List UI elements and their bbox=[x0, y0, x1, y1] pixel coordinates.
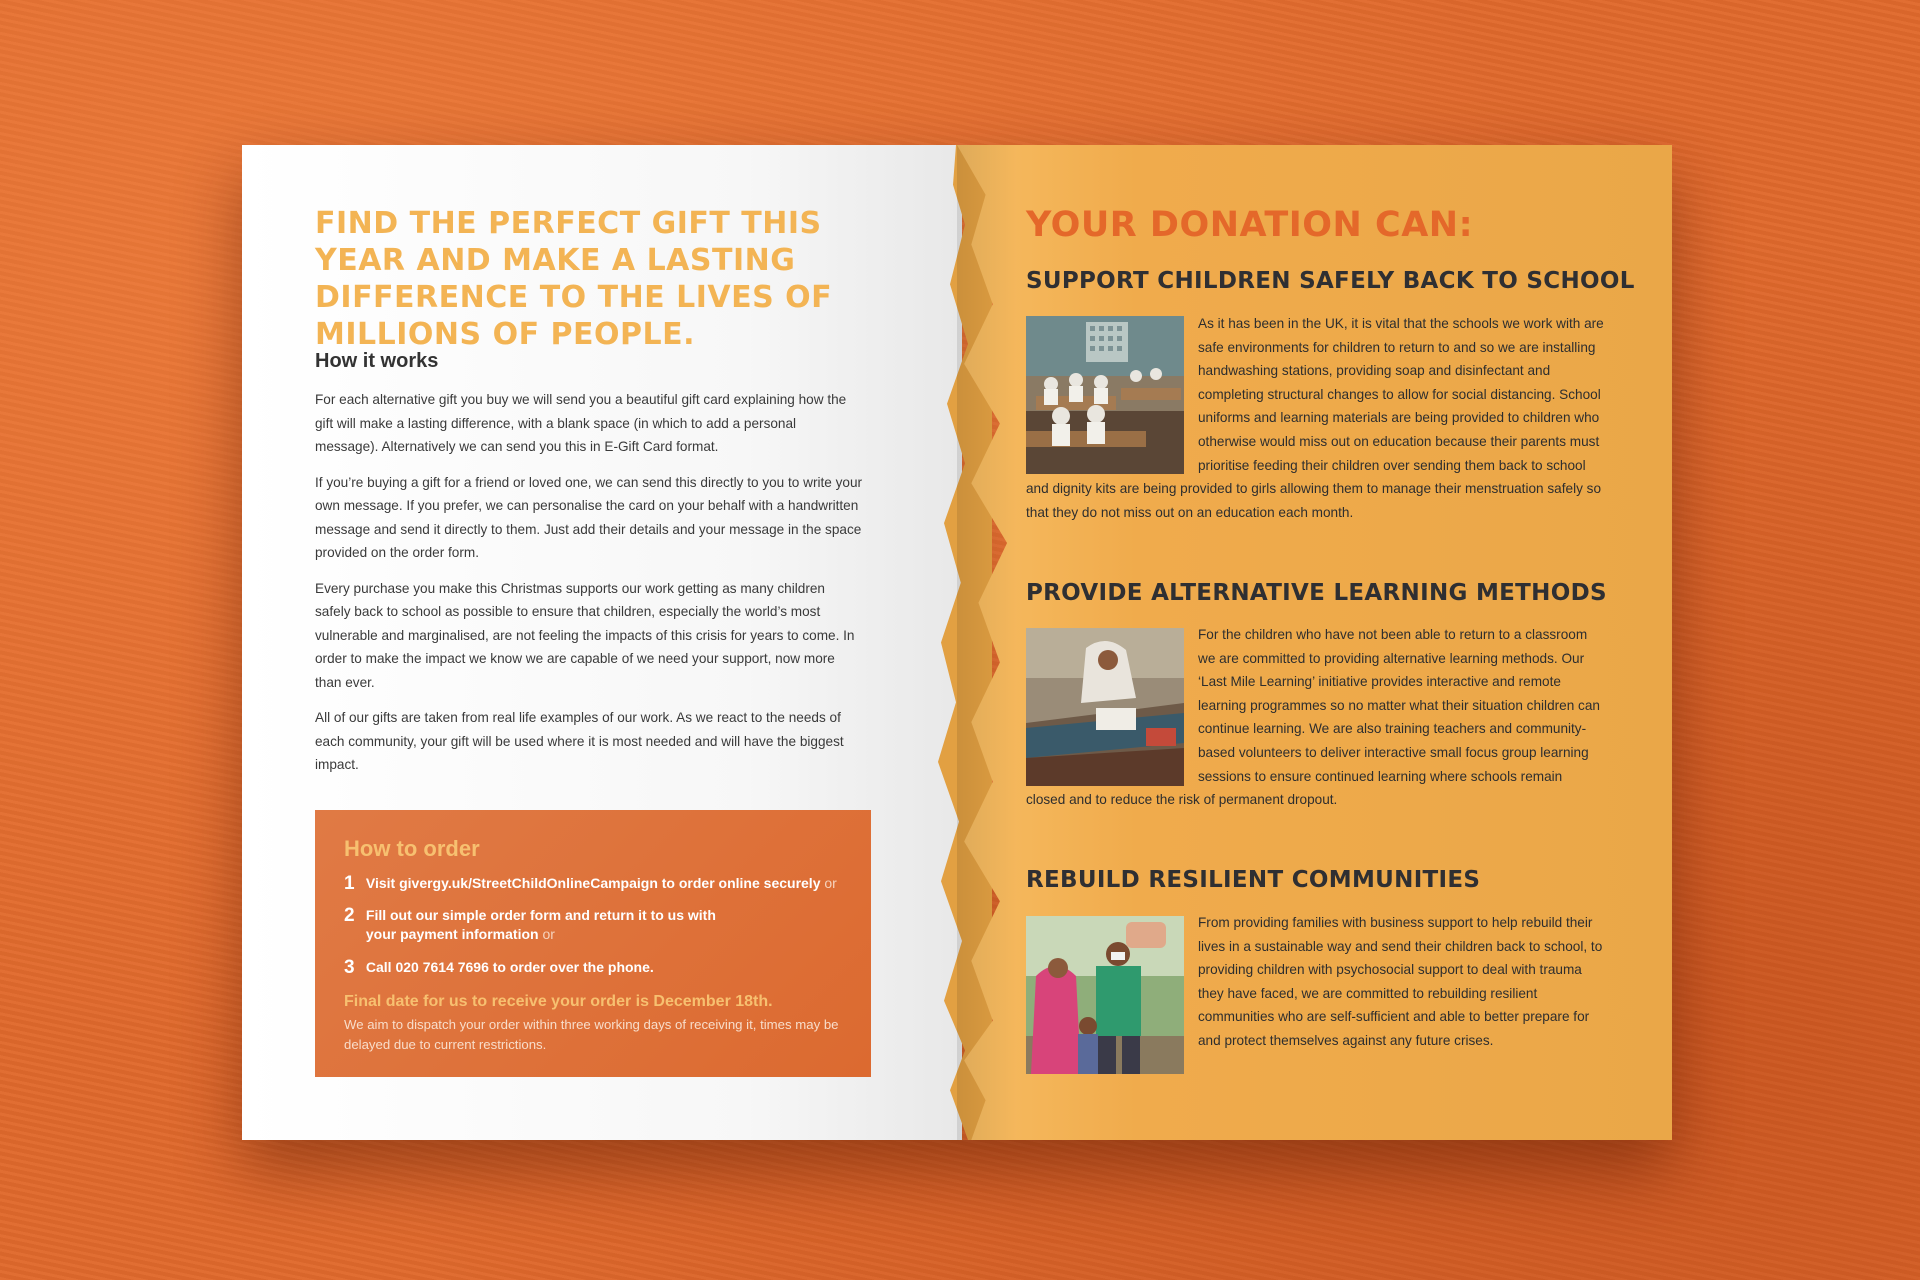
step-suffix: or bbox=[820, 875, 837, 891]
section-text-communities bbox=[1026, 911, 1604, 1071]
dispatch-note: We aim to dispatch your order within three working days of receiving it, times may be delayed due to current restrictions. bbox=[344, 1017, 839, 1052]
how-to-order-title: How to order bbox=[344, 836, 480, 861]
section-body: For the children who have not been able to return to a classroom we are committed to providing alternative learning methods. Our ‘Last Mile Learning’ initiative provides interactive and remote learning programmes so no matter what their situation children can continue learning. We are also training teachers and community-based volunteers to deliver interactive small focus group learning sessions to ensure continued learning where schools remain closed and to reduce the risk of permanent dropout. bbox=[1026, 627, 1600, 808]
step-suffix: or bbox=[538, 926, 555, 942]
how-it-works-heading: How it works bbox=[315, 350, 439, 372]
step-number: 1 bbox=[344, 873, 355, 894]
order-step bbox=[344, 958, 866, 977]
section-heading-learning: PROVIDE ALTERNATIVE LEARNING METHODS bbox=[1026, 580, 1607, 606]
paragraph: All of our gifts are taken from real life examples of our work. As we react to the needs of each community, your gift will be used where it is most needed and will have the biggest impact. bbox=[315, 710, 844, 772]
paragraph: Every purchase you make this Christmas supports our work getting as many children safely back to school as possible to ensure that children, especially the world’s most vulnerable and marginalised, are not feeling the impacts of this crisis for years to come. In order to make the impact we know we are capable of we need your support, now more than ever. bbox=[315, 580, 855, 690]
section-text-learning bbox=[1026, 623, 1604, 812]
step-text: Visit givergy.uk/StreetChildOnlineCampaign to order online securely bbox=[365, 875, 821, 891]
left-page-title: FIND THE PERFECT GIFT THIS YEAR AND MAKE A LASTING DIFFERENCE TO THE LIVES OF MILLIONS OF PEOPLE. bbox=[315, 206, 833, 352]
step-number: 3 bbox=[344, 957, 355, 978]
order-step bbox=[344, 874, 866, 893]
section-body: From providing families with business support to help rebuild their lives in a sustainable way and send their children back to school, to providing children with psychosocial support to deal with trauma they have faced, we are committed to rebuilding resilient communities who are self-sufficient and able to better prepare for and protect themselves against any future crises. bbox=[1198, 915, 1603, 1048]
right-page-title: YOUR DONATION CAN: bbox=[1026, 205, 1474, 245]
step-text: Fill out our simple order form and return it to us with your payment information bbox=[365, 907, 716, 942]
how-to-order-box bbox=[315, 810, 871, 1077]
how-it-works-body bbox=[315, 388, 863, 789]
section-heading-communities: REBUILD RESILIENT COMMUNITIES bbox=[1026, 867, 1481, 893]
section-text-school bbox=[1026, 312, 1604, 524]
final-order-date: Final date for us to receive your order is December 18th. bbox=[344, 993, 773, 1010]
section-heading-school: SUPPORT CHILDREN SAFELY BACK TO SCHOOL bbox=[1026, 268, 1635, 294]
section-body: As it has been in the UK, it is vital that the schools we work with are safe environments for children to return to and so we are installing handwashing stations, providing soap and disinfectant and completing structural changes to allow for social distancing. School uniforms and learning materials are being provided to children who otherwise would miss out on education because their parents must prioritise feeding their children over sending them back to school and dignity kits are being provided to girls allowing them to manage their menstruation safely so that they do not miss out on an education each month. bbox=[1026, 316, 1604, 520]
step-text: Call 020 7614 7696 to order over the phone. bbox=[365, 959, 654, 975]
paragraph: For each alternative gift you buy we will send you a beautiful gift card explaining how the gift will make a lasting difference, with a blank space (in which to add a personal message). Alternatively we can send you this in E-Gift Card format. bbox=[315, 392, 847, 454]
paragraph: If you’re buying a gift for a friend or loved one, we can send this directly to you to write your own message. If you prefer, we can personalise the card on your behalf with a handwritten message and send it directly to them. Just add their details and your message in the space provided on the order form. bbox=[315, 474, 863, 560]
order-step bbox=[344, 906, 726, 944]
step-number: 2 bbox=[344, 905, 355, 926]
